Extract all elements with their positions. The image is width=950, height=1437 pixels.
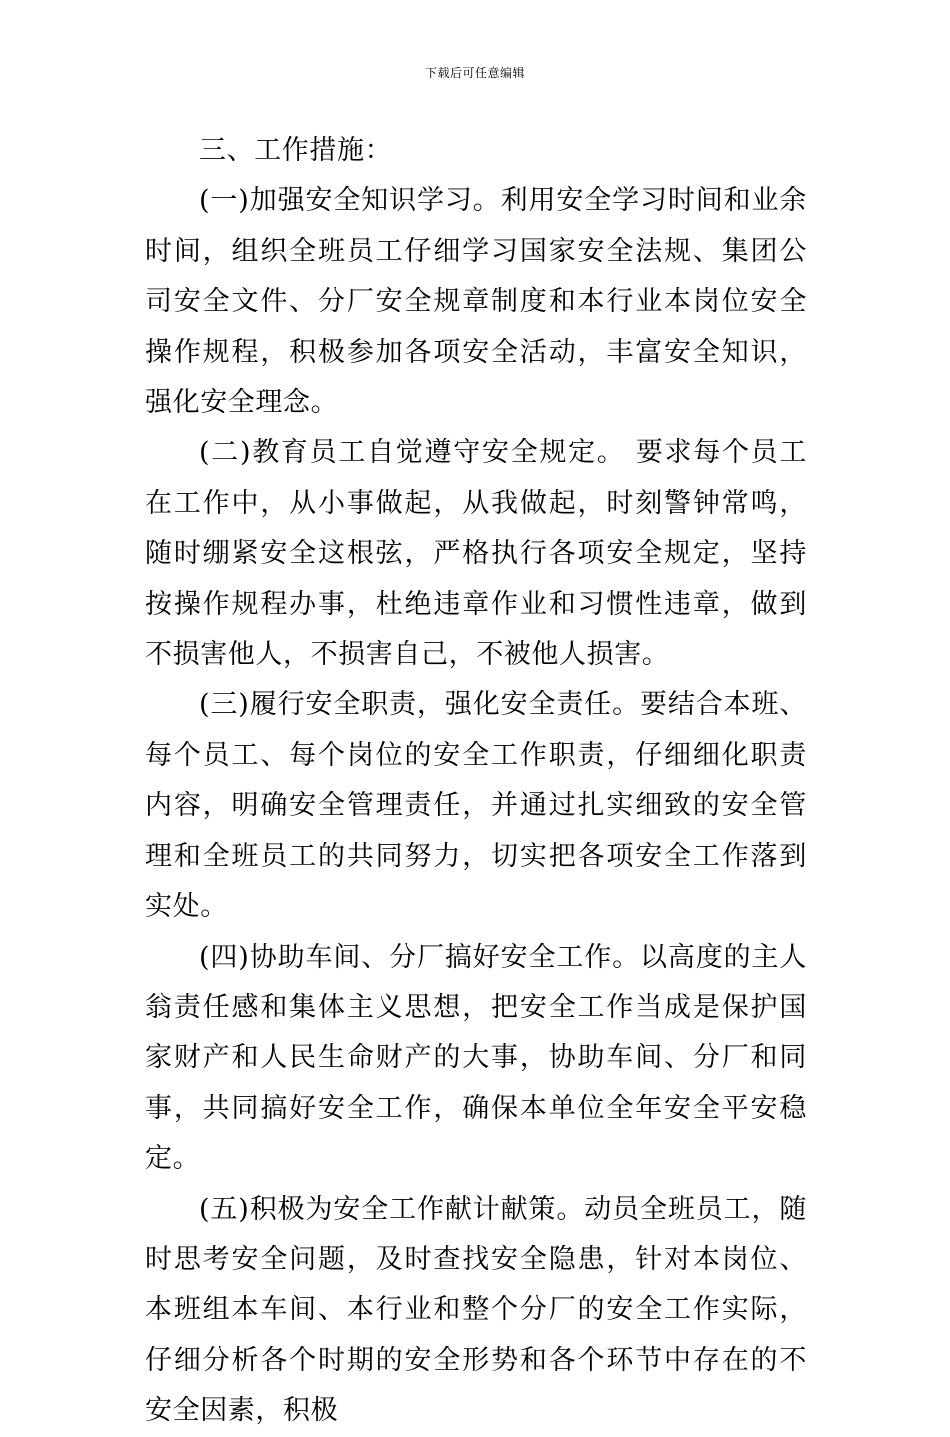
document-body bbox=[145, 126, 807, 1437]
paragraph-3: (三)履行安全职责，强化安全责任。要结合本班、每个员工、每个岗位的安全工作职责，仔细细化职责内容，明确安全管理责任，并通过扎实细致的安全管理和全班员工的共同努力，切实把各项安全工作落到实处。 bbox=[145, 689, 807, 923]
paragraph-5: (五)积极为安全工作献计献策。动员全班员工，随时思考安全问题，及时查找安全隐患，针对本岗位、本班组本车间、本行业和整个分厂的安全工作实际，仔细分析各个时期的安全形势和各个环节中存在的不安全因素，积极 bbox=[145, 1193, 807, 1427]
paragraph-4: (四)协助车间、分厂搞好安全工作。以高度的主人翁责任感和集体主义思想，把安全工作当成是保护国家财产和人民生命财产的大事，协助车间、分厂和同事，共同搞好安全工作，确保本单位全年安全平安稳定。 bbox=[145, 941, 807, 1175]
section-heading: 三、工作措施： bbox=[199, 135, 393, 166]
header-note: 下载后可任意编辑 bbox=[424, 66, 525, 80]
paragraph-2: (二)教育员工自觉遵守安全规定。 要求每个员工在工作中，从小事做起，从我做起，时刻警钟常鸣，随时绷紧安全这根弦，严格执行各项安全规定，坚持按操作规程办事，杜绝违章作业和习惯性违章，做到不损害他人，不损害自己，不被他人损害。 bbox=[145, 437, 807, 671]
paragraph-1: (一)加强安全知识学习。利用安全学习时间和业余时间，组织全班员工仔细学习国家安全法规、集团公司安全文件、分厂安全规章制度和本行业本岗位安全操作规程，积极参加各项安全活动，丰富安全知识，强化安全理念。 bbox=[145, 185, 807, 419]
